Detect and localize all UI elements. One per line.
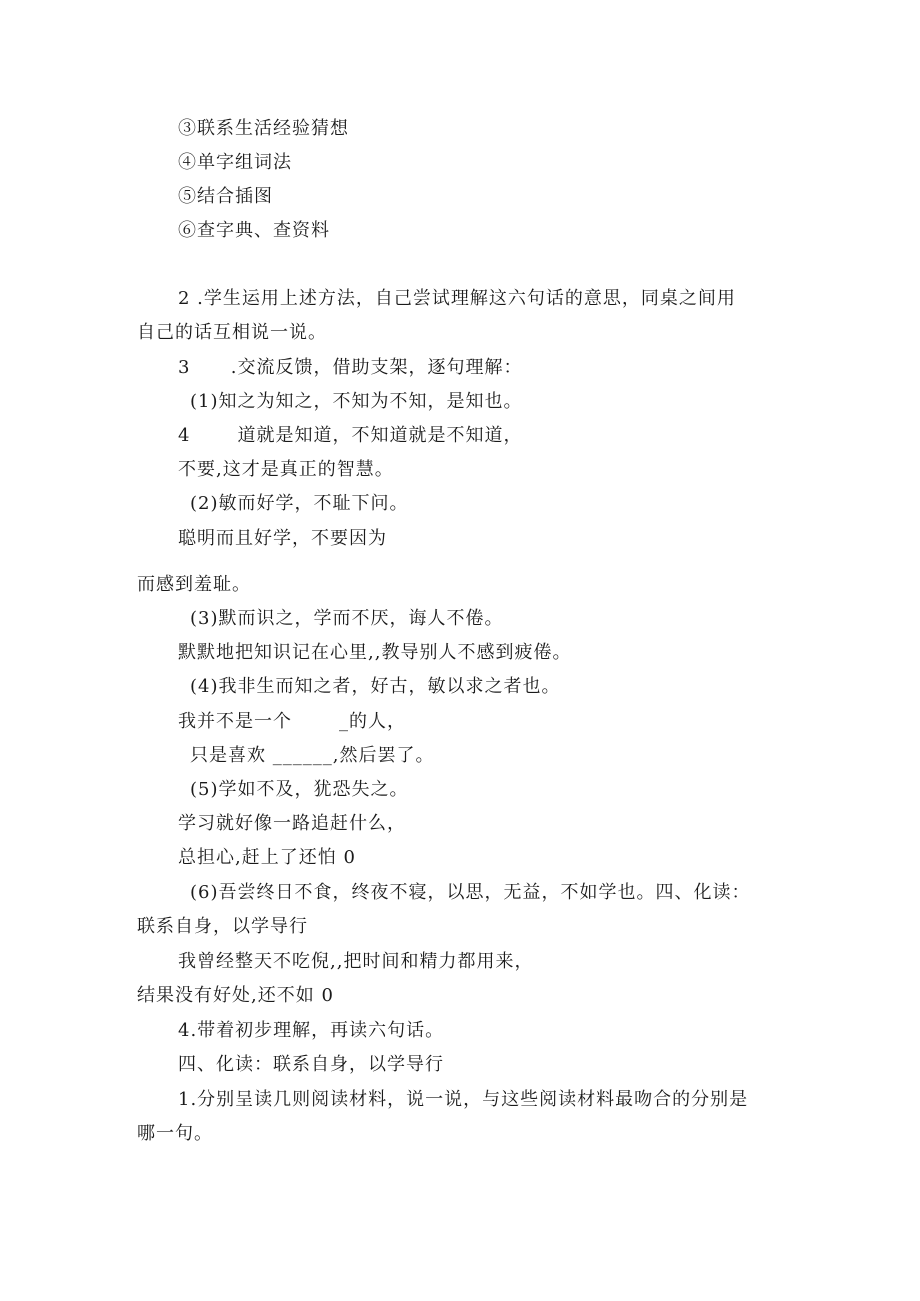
text-line: 3 .交流反馈，借助支架，逐句理解：	[178, 357, 523, 378]
text-line: 2 .学生运用上述方法，自己尝试理解这六句话的意思，同桌之间用	[178, 288, 736, 309]
text-line: 4.带着初步理解，再读六句话。	[178, 1020, 445, 1041]
text-line: 4 道就是知道，不知道就是不知道，	[178, 425, 523, 446]
text-line: 联系自身，以学导行	[137, 916, 308, 937]
text-line: 我曾经整天不吃倪,,把时间和精力都用来，	[178, 951, 534, 972]
text-line: 四、化读：联系自身，以学导行	[178, 1054, 444, 1075]
text-line: (4)我非生而知之者，好古，敏以求之者也。	[190, 676, 561, 697]
text-line: ⑥查字典、查资料	[178, 220, 330, 241]
text-line: ⑤结合插图	[178, 186, 273, 207]
text-line: 结果没有好处,还不如 0	[137, 985, 334, 1006]
text-line: 1.分别呈读几则阅读材料，说一说，与这些阅读材料最吻合的分别是	[178, 1089, 749, 1110]
text-line: 哪一句。	[137, 1123, 213, 1144]
text-line: (5)学如不及，犹恐失之。	[190, 779, 409, 800]
text-line: 自己的话互相说一说。	[137, 322, 327, 343]
text-line: ③联系生活经验猜想	[178, 118, 349, 139]
text-line: 学习就好像一路追赶什么，	[178, 813, 406, 834]
text-line: 不要,这才是真正的智慧。	[178, 459, 394, 480]
text-line: 我并不是一个 _的人，	[178, 711, 407, 732]
text-line: 只是喜欢 ______,然后罢了。	[190, 745, 435, 766]
text-line: 而感到羞耻。	[137, 574, 251, 595]
text-line: (2)敏而好学，不耻下问。	[190, 493, 409, 514]
text-line: (1)知之为知之，不知为不知，是知也。	[190, 391, 523, 412]
text-line: 聪明而且好学，不要因为	[178, 528, 387, 549]
text-line: (3)默而识之，学而不厌，诲人不倦。	[190, 608, 504, 629]
text-line: ④单字组词法	[178, 152, 292, 173]
text-line: 默默地把知识记在心里,,教导别人不感到疲倦。	[178, 642, 572, 663]
text-line: (6)吾尝终日不食，终夜不寝，以思，无益，不如学也。四、化读：	[190, 882, 751, 903]
text-line: 总担心,赶上了还怕 0	[178, 847, 356, 868]
